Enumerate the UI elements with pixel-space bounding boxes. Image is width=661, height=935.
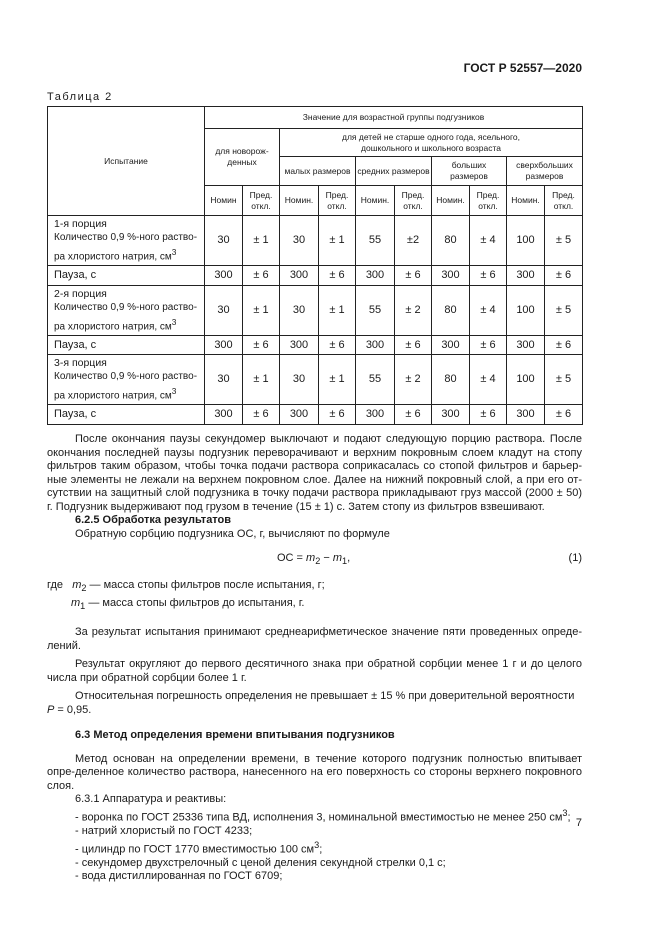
formula-legend: где $m_2$ — масса стопы фильтров после испытания, г; xyxy=(47,579,325,594)
header-nom: Номин. xyxy=(507,186,545,216)
cell-value: 300 xyxy=(356,266,395,286)
header-size-xlarge: сверхбольших размеров xyxy=(507,157,583,186)
cell-value: ± 1 xyxy=(243,216,280,266)
header-dev: Пред. откл. xyxy=(395,186,432,216)
cell-value: 300 xyxy=(507,266,545,286)
list-item: - вода дистиллированная по ГОСТ 6709; xyxy=(75,870,283,883)
list-item: - цилиндр по ГОСТ 1770 вместимостью 100 $см^3$; xyxy=(75,839,323,856)
cell-value: ± 2 xyxy=(395,355,432,405)
cell-value: 300 xyxy=(280,405,319,425)
results-table xyxy=(47,106,583,425)
table-row xyxy=(48,216,583,266)
cell-value: 100 xyxy=(507,286,545,336)
cell-value: ± 6 xyxy=(395,266,432,286)
cell-value: 55 xyxy=(356,286,395,336)
header-dev: Пред. откл. xyxy=(545,186,583,216)
table-row xyxy=(48,355,583,405)
cell-value: ± 5 xyxy=(545,286,583,336)
paragraph: 6.3.1 Аппаратура и реактивы: xyxy=(75,793,227,806)
cell-value: ± 5 xyxy=(545,216,583,266)
cell-value: ± 2 xyxy=(395,286,432,336)
cell-value: 300 xyxy=(205,266,243,286)
list-item: - секундомер двухстрелочный с ценой деления секундной стрелки 0,1 с; xyxy=(75,856,446,869)
paragraph: Метод основан на определении времени, в течение которого подгузник полностью впитывает опре-деленное количество раствора, нанесенного на его поверхность со стороны верхнего покровного слоя. xyxy=(47,752,582,792)
cell-value: ± 1 xyxy=(319,355,356,405)
row-label: 3-я порция Количество 0,9 %-ного раство-ра хлористого натрия, $см^3$ xyxy=(48,355,205,405)
header-nom: Номин. xyxy=(356,186,395,216)
cell-value: ± 1 xyxy=(319,286,356,336)
cell-value: ± 6 xyxy=(319,266,356,286)
cell-value: ± 1 xyxy=(243,286,280,336)
cell-value: ± 6 xyxy=(395,336,432,355)
cell-value: ±2 xyxy=(395,216,432,266)
paragraph: Результат округляют до первого десятичного знака при обратной сорбции менее 1 г и до целого числа при обратной сорбции более 1 г. xyxy=(47,658,582,684)
table-row xyxy=(48,405,583,425)
table-row xyxy=(48,336,583,355)
header-dev: Пред. откл. xyxy=(470,186,507,216)
cell-value: 30 xyxy=(205,355,243,405)
cell-value: ± 6 xyxy=(545,405,583,425)
paragraph: За результат испытания принимают среднеарифметическое значение пяти проведенных опреде-лений. xyxy=(47,626,582,652)
cell-value: 30 xyxy=(205,216,243,266)
cell-value: ± 4 xyxy=(470,286,507,336)
header-nom: Номин. xyxy=(280,186,319,216)
section-heading: 6.2.5 Обработка результатов xyxy=(75,514,232,526)
cell-value: 30 xyxy=(205,286,243,336)
cell-value: 80 xyxy=(432,216,470,266)
cell-value: 300 xyxy=(432,336,470,355)
cell-value: 100 xyxy=(507,216,545,266)
row-label: 1-я порция Количество 0,9 %-ного раство-ра хлористого натрия, $см^3$ xyxy=(48,216,205,266)
formula: ОС = $m_2 - m_1$, (1) xyxy=(277,552,582,567)
cell-value: 300 xyxy=(507,336,545,355)
cell-value: ± 6 xyxy=(243,336,280,355)
header-group: Значение для возрастной группы подгузников xyxy=(205,107,583,129)
standard-number: ГОСТ Р 52557—2020 xyxy=(463,61,582,75)
cell-value: ± 6 xyxy=(545,266,583,286)
cell-value: ± 5 xyxy=(545,355,583,405)
formula-legend: $m_1$ — масса стопы фильтров до испытания, г. xyxy=(71,596,305,611)
paragraph: Относительная погрешность определения не превышает ± 15 % при доверительной вероятности P = 0,95. xyxy=(47,690,575,716)
cell-value: ± 4 xyxy=(470,355,507,405)
section-heading: 6.3 Метод определения времени впитывания подгузников xyxy=(75,729,395,742)
header-nom: Номин xyxy=(205,186,243,216)
cell-value: 300 xyxy=(356,336,395,355)
cell-value: ± 6 xyxy=(545,336,583,355)
cell-value: 80 xyxy=(432,355,470,405)
page-number: 7 xyxy=(575,817,582,829)
cell-value: 300 xyxy=(205,405,243,425)
cell-value: ± 6 xyxy=(319,336,356,355)
cell-value: 55 xyxy=(356,355,395,405)
header-size-small: малых размеров xyxy=(280,157,356,186)
cell-value: 300 xyxy=(280,336,319,355)
cell-value: 300 xyxy=(356,405,395,425)
cell-value: 55 xyxy=(356,216,395,266)
header-dev: Пред. откл. xyxy=(319,186,356,216)
row-label: 2-я порция Количество 0,9 %-ного раство-ра хлористого натрия, $см^3$ xyxy=(48,286,205,336)
cell-value: 30 xyxy=(280,286,319,336)
body-text xyxy=(47,433,582,884)
table-row xyxy=(48,286,583,336)
cell-value: 100 xyxy=(507,355,545,405)
cell-value: ± 6 xyxy=(243,405,280,425)
cell-value: ± 6 xyxy=(470,266,507,286)
row-label: Пауза, с xyxy=(48,336,205,355)
header-children: для детей не старше одного года, ясельного, дошкольного и школьного возраста xyxy=(280,129,583,157)
cell-value: 300 xyxy=(205,336,243,355)
cell-value: ± 6 xyxy=(243,266,280,286)
row-label: Пауза, с xyxy=(48,405,205,425)
header-size-large: больших размеров xyxy=(432,157,507,186)
header-test: Испытание xyxy=(48,107,205,216)
cell-value: 80 xyxy=(432,286,470,336)
paragraph: Обратную сорбцию подгузника ОС, г, вычисляют по формуле xyxy=(75,527,390,540)
cell-value: 30 xyxy=(280,216,319,266)
cell-value: ± 6 xyxy=(470,405,507,425)
cell-value: ± 6 xyxy=(470,336,507,355)
cell-value: 300 xyxy=(507,405,545,425)
cell-value: ± 6 xyxy=(395,405,432,425)
cell-value: 300 xyxy=(432,405,470,425)
table-caption: Таблица 2 xyxy=(47,91,113,103)
header-size-medium: средних размеров xyxy=(356,157,432,186)
formula-number: (1) xyxy=(568,552,582,564)
list-item: - воронка по ГОСТ 25336 типа ВД, исполнения 3, номинальной вместимостью не менее 250 $см^3$; xyxy=(75,807,571,824)
header-nom: Номин. xyxy=(432,186,470,216)
cell-value: ± 1 xyxy=(319,216,356,266)
cell-value: 30 xyxy=(280,355,319,405)
list-item: - натрий хлористый по ГОСТ 4233; xyxy=(75,825,253,838)
table-row xyxy=(48,266,583,286)
cell-value: 300 xyxy=(280,266,319,286)
header-dev: Пред. откл. xyxy=(243,186,280,216)
header-newborn: для новорож-денных xyxy=(205,129,280,186)
cell-value: ± 1 xyxy=(243,355,280,405)
paragraph: После окончания паузы секундомер выключают и подают следующую порцию раствора. После окончания последней паузы подгузник переворачивают и верхним покровным слоем кладут на стопу фильтров таким образом, чтобы точка подачи раствора соприкасалась со стопой фильтров и барьер-ные элементы не лежали на верхнем покровном слое. Далее на нижний покровный слой, а при его от-сутствии на защитный слой подгузника в точку подачи раствора прикладывают груз массой (2000 ± 50) г. Подгузник выдерживают под грузом в течение (15 ± 1) с. Затем стопу из фильтров взвешивают. xyxy=(47,433,582,513)
row-label: Пауза, с xyxy=(48,266,205,286)
cell-value: 300 xyxy=(432,266,470,286)
cell-value: ± 4 xyxy=(470,216,507,266)
cell-value: ± 6 xyxy=(319,405,356,425)
